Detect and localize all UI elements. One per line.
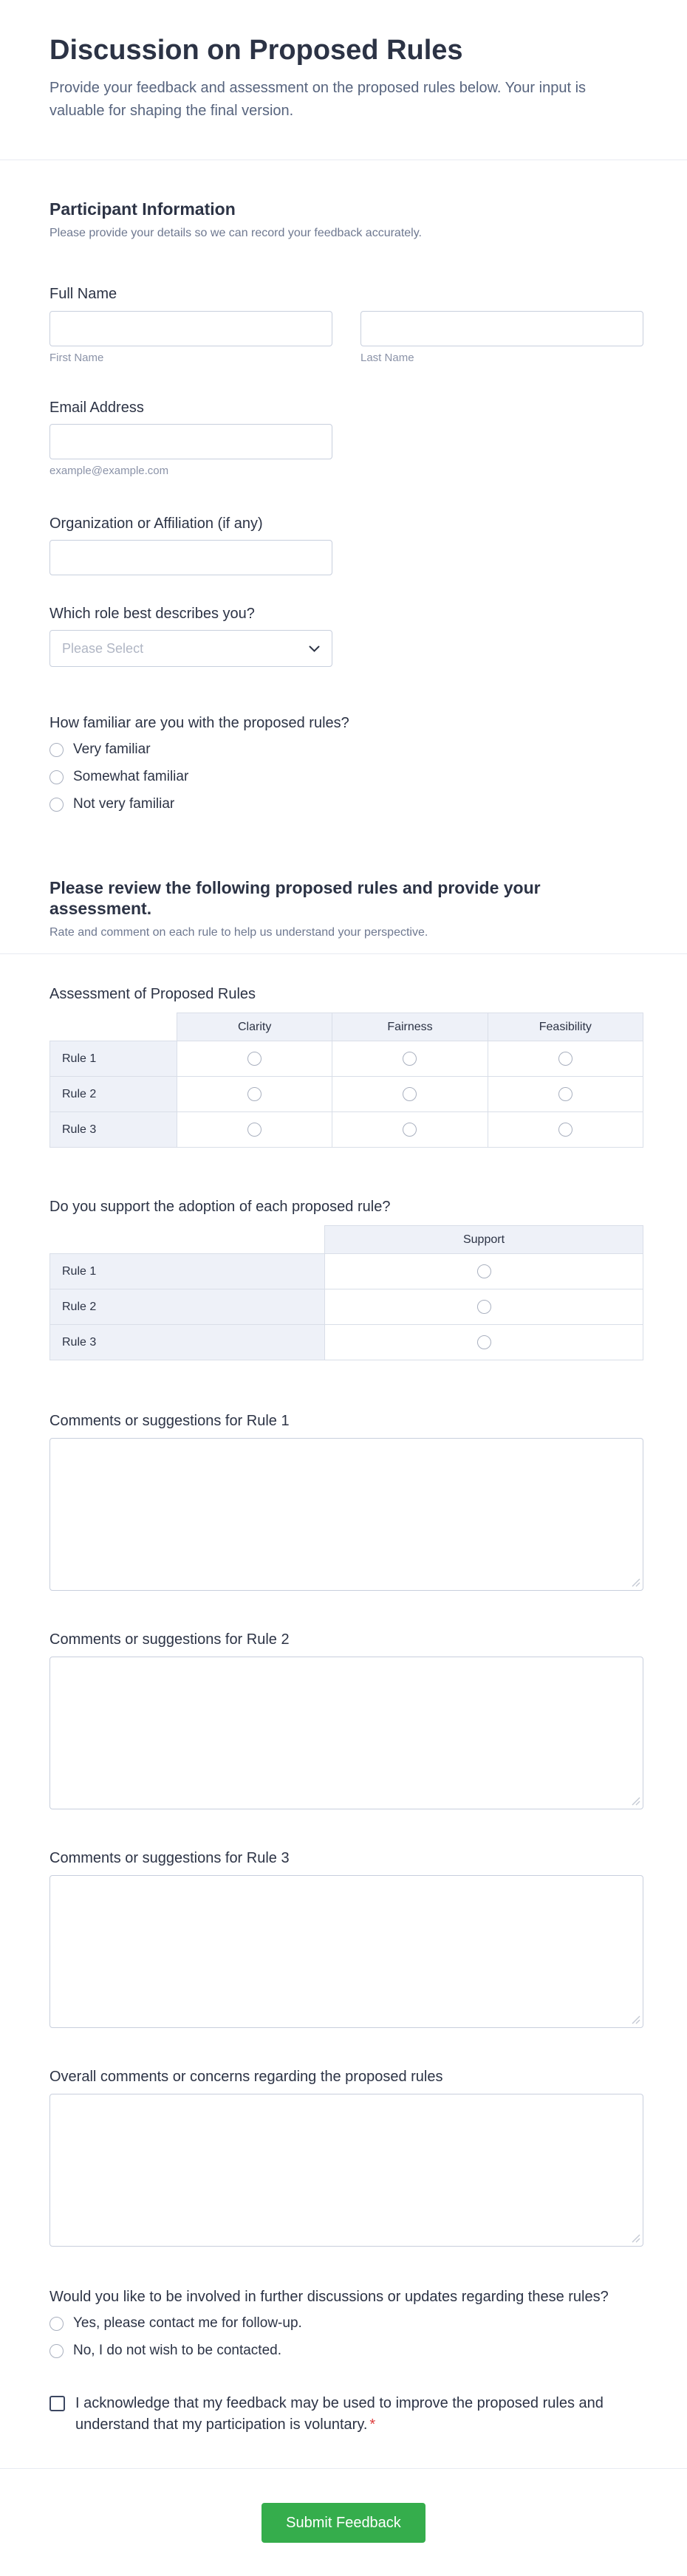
- radio-icon[interactable]: [477, 1335, 491, 1349]
- comment-rule1-wrap: [49, 1438, 643, 1591]
- required-marker: *: [369, 2416, 376, 2433]
- support-table: [49, 1225, 643, 1360]
- followup-option-label: No, I do not wish to be contacted.: [73, 2343, 282, 2358]
- assessment-cell: [177, 1112, 332, 1148]
- comment-rule3-wrap: [49, 1875, 643, 2028]
- page-title: Discussion on Proposed Rules: [49, 35, 463, 66]
- assessment-col-clarity: Clarity: [177, 1013, 332, 1041]
- assessment-cell: [332, 1112, 488, 1148]
- familiarity-option-somewhat[interactable]: [49, 769, 643, 785]
- assessment-cell: [332, 1077, 488, 1112]
- acknowledgment-text: [75, 2393, 604, 2436]
- assessment-row-label: Rule 1: [50, 1041, 177, 1077]
- comment-rule2-label: Comments or suggestions for Rule 2: [49, 1631, 290, 1648]
- assessment-corner-cell: [50, 1013, 177, 1041]
- overall-comments-wrap: [49, 2094, 643, 2247]
- support-row-label: Rule 2: [50, 1289, 325, 1325]
- radio-icon[interactable]: [403, 1123, 417, 1137]
- support-col-support: Support: [325, 1226, 643, 1254]
- radio-icon[interactable]: [49, 2344, 64, 2358]
- full-name-fields: [49, 311, 643, 365]
- assessment-table-label: Assessment of Proposed Rules: [49, 986, 256, 1002]
- familiarity-option-label: Somewhat familiar: [73, 769, 189, 784]
- support-cell: [325, 1254, 643, 1289]
- followup-option-yes[interactable]: [49, 2315, 643, 2332]
- table-row: [50, 1254, 643, 1289]
- support-corner-cell: [50, 1226, 325, 1254]
- radio-icon[interactable]: [49, 770, 64, 784]
- last-name-group: [360, 311, 643, 365]
- first-name-sublabel: First Name: [49, 352, 104, 364]
- assessment-col-feasibility: Feasibility: [488, 1013, 643, 1041]
- familiarity-option-label: Very familiar: [73, 741, 151, 757]
- assessment-cell: [332, 1041, 488, 1077]
- support-table-label: Do you support the adoption of each proposed rule?: [49, 1199, 391, 1215]
- assessment-table: [49, 1013, 643, 1148]
- support-row-label: Rule 1: [50, 1254, 325, 1289]
- table-row: [50, 1325, 643, 1360]
- followup-option-label: Yes, please contact me for follow-up.: [73, 2315, 302, 2331]
- table-row: [50, 1041, 643, 1077]
- table-row: [50, 1289, 643, 1325]
- last-name-sublabel: Last Name: [360, 352, 414, 364]
- email-field[interactable]: [49, 424, 332, 459]
- followup-label: Would you like to be involved in further discussions or updates regarding these rules?: [49, 2289, 609, 2305]
- comment-rule2-textarea[interactable]: [49, 1657, 643, 1809]
- table-row: [50, 1077, 643, 1112]
- full-name-label: Full Name: [49, 286, 117, 302]
- role-select-placeholder: Please Select: [62, 640, 144, 656]
- acknowledgment-statement: I acknowledge that my feedback may be used to improve the proposed rules and understand that my participation is voluntary.: [75, 2395, 604, 2433]
- checkbox-icon[interactable]: [49, 2396, 65, 2411]
- assessment-cell: [488, 1077, 643, 1112]
- first-name-group: [49, 311, 332, 365]
- radio-icon[interactable]: [403, 1052, 417, 1066]
- assessment-row-label: Rule 2: [50, 1077, 177, 1112]
- assessment-cell: [488, 1112, 643, 1148]
- organization-input[interactable]: [49, 540, 332, 575]
- page-subtitle: Provide your feedback and assessment on the proposed rules below. Your input is valuable for shaping the final version.: [49, 80, 587, 119]
- participant-section: [0, 199, 687, 940]
- familiarity-option-notvery[interactable]: [49, 796, 643, 812]
- submit-area: [0, 2469, 687, 2576]
- assessment-cell: [488, 1041, 643, 1077]
- email-label: Email Address: [49, 400, 144, 416]
- radio-icon[interactable]: [403, 1087, 417, 1101]
- comment-rule2-wrap: [49, 1657, 643, 1809]
- review-subheading: Rate and comment on each rule to help us understand your perspective.: [49, 926, 428, 939]
- familiarity-option-label: Not very familiar: [73, 796, 175, 812]
- comment-rule1-label: Comments or suggestions for Rule 1: [49, 1413, 290, 1429]
- radio-icon[interactable]: [477, 1300, 491, 1314]
- comment-rule3-textarea[interactable]: [49, 1875, 643, 2028]
- radio-icon[interactable]: [247, 1087, 262, 1101]
- role-label: Which role best describes you?: [49, 606, 255, 622]
- review-heading: Please review the following proposed rules and provide your assessment.: [49, 878, 541, 918]
- comment-rule3-label: Comments or suggestions for Rule 3: [49, 1850, 290, 1866]
- support-row-label: Rule 3: [50, 1325, 325, 1360]
- form-header: [0, 0, 687, 123]
- first-name-input[interactable]: [49, 311, 332, 346]
- support-cell: [325, 1289, 643, 1325]
- table-row: [50, 1112, 643, 1148]
- submit-button[interactable]: Submit Feedback: [262, 2503, 425, 2543]
- email-sublabel: example@example.com: [49, 465, 169, 477]
- assessment-col-fairness: Fairness: [332, 1013, 488, 1041]
- familiarity-option-very[interactable]: [49, 741, 643, 758]
- overall-comments-label: Overall comments or concerns regarding the proposed rules: [49, 2069, 443, 2085]
- support-cell: [325, 1325, 643, 1360]
- overall-comments-textarea[interactable]: [49, 2094, 643, 2247]
- support-header-row: [50, 1226, 643, 1254]
- radio-icon[interactable]: [558, 1087, 572, 1101]
- participant-subheading: Please provide your details so we can record your feedback accurately.: [49, 227, 422, 239]
- radio-icon[interactable]: [558, 1052, 572, 1066]
- role-select[interactable]: [49, 630, 332, 667]
- assessment-cell: [177, 1041, 332, 1077]
- comment-rule1-textarea[interactable]: [49, 1438, 643, 1591]
- radio-icon[interactable]: [49, 2317, 64, 2331]
- radio-icon[interactable]: [558, 1123, 572, 1137]
- participant-heading: Participant Information: [49, 199, 236, 219]
- radio-icon[interactable]: [477, 1264, 491, 1278]
- assessment-header-row: [50, 1013, 643, 1041]
- radio-icon[interactable]: [247, 1052, 262, 1066]
- radio-icon[interactable]: [247, 1123, 262, 1137]
- radio-icon[interactable]: [49, 743, 64, 757]
- acknowledgment-checkbox-row[interactable]: [49, 2393, 611, 2436]
- familiarity-label: How familiar are you with the proposed rules?: [49, 715, 349, 731]
- review-divider: [0, 953, 687, 954]
- chevron-down-icon: [309, 645, 320, 652]
- last-name-input[interactable]: [360, 311, 643, 346]
- assessment-row-label: Rule 3: [50, 1112, 177, 1148]
- followup-option-no[interactable]: [49, 2343, 643, 2359]
- organization-label: Organization or Affiliation (if any): [49, 515, 263, 532]
- review-section: [0, 985, 687, 2436]
- assessment-cell: [177, 1077, 332, 1112]
- radio-icon[interactable]: [49, 798, 64, 812]
